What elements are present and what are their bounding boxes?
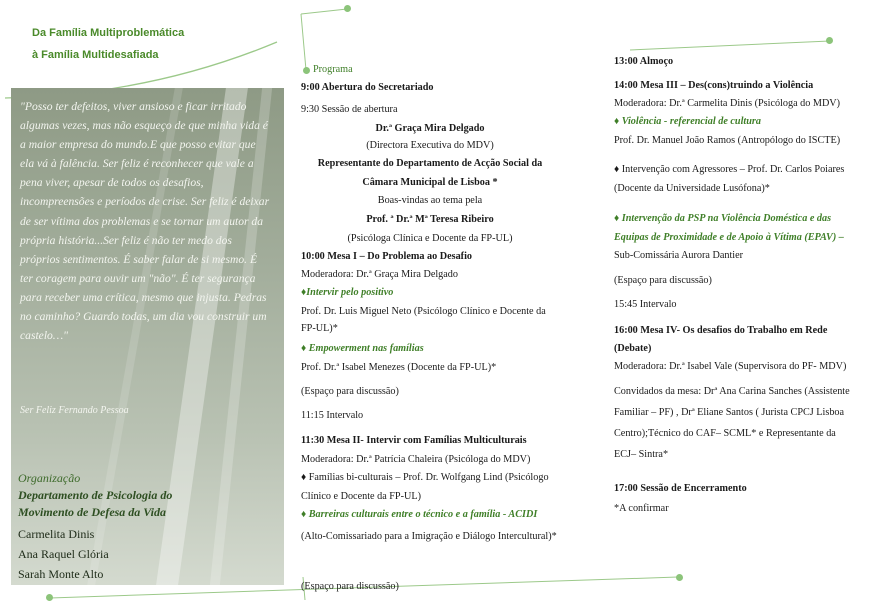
program-line: (Directora Executiva do MDV) — [366, 140, 494, 151]
program-line: 9:00 Abertura do Secretariado — [301, 82, 434, 93]
program-line: 10:00 Mesa I – Do Problema ao Desafio — [301, 251, 472, 262]
program-line: ♦ Intervenção da PSP na Violência Doméstica e das — [614, 213, 832, 224]
program-line: Moderadora: Dr.ª Isabel Vale (Supervisora do PF- MDV) — [614, 361, 847, 372]
program-line: Representante do Departamento de Acção Social da — [317, 158, 543, 169]
program-line: Prof. Dr.ª Isabel Menezes (Docente da FP-UL)* — [301, 362, 497, 373]
program-line: Boas-vindas ao tema pela — [377, 195, 483, 206]
program-line: (Docente da Universidade Lusófona)* — [614, 183, 770, 194]
decor-dot — [344, 5, 351, 12]
program-line: ♦ Empowerment nas famílias — [301, 343, 424, 354]
program-line: Clínico e Docente da FP-UL) — [301, 491, 421, 502]
program-line: (Espaço para discussão) — [301, 581, 399, 592]
decor-dot — [676, 574, 683, 581]
decor-dot — [303, 67, 310, 74]
program-line: 11:15 Intervalo — [301, 410, 364, 421]
program-line: 13:00 Almoço — [614, 56, 674, 67]
program-line: Moderadora: Dr.ª Carmelita Dinis (Psicóloga do MDV) — [614, 98, 841, 109]
program-line: FP-UL)* — [301, 323, 338, 334]
program-line: 17:00 Sessão de Encerramento — [614, 483, 747, 494]
program-line: Moderadora: Dr.ª Patrícia Chaleira (Psicóloga do MDV) — [301, 454, 531, 465]
program-line: ♦ Barreiras culturais entre o técnico e a família - ACIDI — [301, 509, 538, 520]
program-line: 11:30 Mesa II- Intervir com Famílias Multiculturais — [301, 435, 527, 446]
program-line: Prof. Dr. Luis Miguel Neto (Psicólogo Clínico e Docente da — [301, 306, 546, 317]
program-line: (Espaço para discussão) — [614, 275, 712, 286]
program-line: Convidados da mesa: Drª Ana Carina Sanches (Assistente — [614, 386, 850, 397]
program-line: (Alto-Comissariado para a Imigração e Diálogo Intercultural)* — [301, 531, 557, 542]
program-line: (Espaço para discussão) — [301, 386, 399, 397]
program-line: 15:45 Intervalo — [614, 299, 677, 310]
program-line: (Debate) — [614, 343, 652, 354]
program-line: Centro);Técnico do CAF– SCML* e Representante da — [614, 428, 836, 439]
program-line: Prof. ª Dr.ª Mª Teresa Ribeiro — [366, 214, 494, 225]
quote-text: "Posso ter defeitos, viver ansioso e ficar irritado algumas vezes, mas não esqueço de que minha vida é a maior empresa do mundo.E que posso evitar que ela vá à falência. Ser feliz é reconhecer que vale a pena viver, apesar de todos os desafios, incompreensões e períodos de crise. Ser feliz é deixar de ser vítima dos problemas e se tornar um autor da própria história...Ser feliz é não ter medo dos próprios sentimentos. É saber falar de si mesmo. É ter coragem para ouvir um "não". É ter segurança para receber uma crítica, mesmo que injusta. Pedras no caminho? Guardo todas, um dia vou construir um castelo…" — [20, 100, 270, 343]
program-line: *A confirmar — [614, 503, 669, 514]
program-line: Prof. Dr. Manuel João Ramos (Antropólogo do ISCTE) — [614, 135, 841, 146]
program-line: ♦Intervir pelo positivo — [301, 287, 394, 298]
program-line: ♦ Famílias bi-culturais – Prof. Dr. Wolfgang Lind (Psicólogo — [301, 472, 549, 483]
quote-author: Ser Feliz Fernando Pessoa — [20, 405, 129, 416]
program-line: Familiar – PF) , Drª Eliane Santos ( Jurista CPCJ Lisboa — [614, 407, 845, 418]
program-line: (Psicóloga Clínica e Docente da FP-UL) — [347, 233, 513, 244]
program-line: 9:30 Sessão de abertura — [301, 104, 398, 115]
program-line: Moderadora: Dr.ª Graça Mira Delgado — [301, 269, 458, 280]
program-line: ECJ– Sintra* — [614, 449, 669, 460]
organizacao-label: Organização — [18, 471, 81, 485]
header-title-line1: Da Família Multiproblemática — [32, 27, 185, 39]
organizer-name: Carmelita Dinis — [18, 527, 95, 541]
program-line: Sub-Comissária Aurora Dantier — [614, 250, 744, 261]
organizacao-department: Departamento de Psicologia do Movimento de Defesa da Vida — [18, 488, 173, 519]
program-line: 16:00 Mesa IV- Os desafios do Trabalho em Rede — [614, 325, 828, 336]
organizer-name: Sarah Monte Alto — [18, 567, 104, 581]
program-line: ♦ Violência - referencial de cultura — [614, 116, 761, 127]
program-line: Dr.ª Graça Mira Delgado — [375, 123, 485, 134]
header-title-line2: à Família Multidesafiada — [32, 49, 159, 61]
organizer-name: Ana Raquel Glória — [18, 547, 109, 561]
program-line: Câmara Municipal de Lisboa * — [362, 177, 498, 188]
programa-label: Programa — [313, 64, 353, 75]
program-line: 14:00 Mesa III – Des(cons)truindo a Violência — [614, 80, 814, 91]
program-line: Equipas de Proximidade e de Apoio à Vítima (EPAV) – — [614, 232, 844, 243]
decor-dot — [826, 37, 833, 44]
program-line: ♦ Intervenção com Agressores – Prof. Dr. Carlos Poiares — [614, 164, 845, 175]
